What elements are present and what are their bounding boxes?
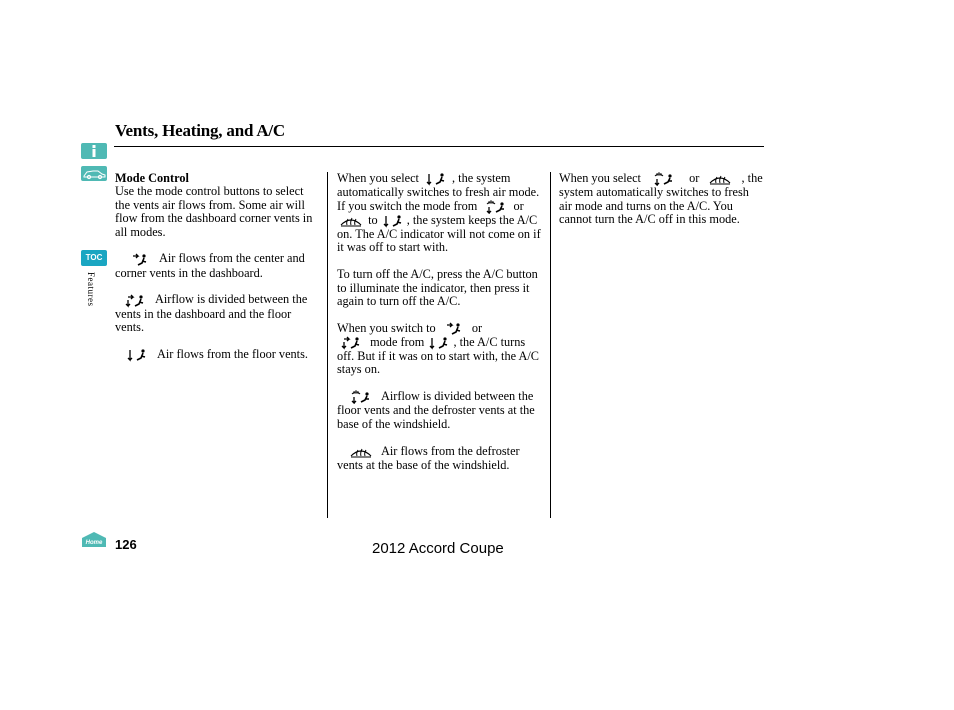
footer-model: 2012 Accord Coupe xyxy=(372,540,504,557)
column-1 xyxy=(115,172,320,362)
title-rule xyxy=(114,146,764,147)
page-title: Vents, Heating, and A/C xyxy=(115,121,285,140)
vehicle-button[interactable] xyxy=(81,166,107,181)
home-icon xyxy=(81,531,107,548)
column-2 xyxy=(337,172,542,472)
section-heading: Mode Control xyxy=(115,171,189,185)
ac-on-text: When you select or , the system automatically switches to fresh air mode and turns on the A/C. You cannot turn the A/C off in this mode. xyxy=(559,171,763,226)
car-icon xyxy=(81,166,107,181)
floor-vent-mode-icon xyxy=(426,172,448,186)
dashboard-vent-mode-icon xyxy=(445,322,463,336)
floor-vent-mode-icon xyxy=(127,348,149,362)
floor-vent-mode-icon xyxy=(383,214,405,228)
floor-vent-mode-icon xyxy=(429,336,451,350)
bilevel-vent-mode-icon xyxy=(341,336,363,350)
dash-mode-text: Air flows from the center and corner vents in the dashboard. xyxy=(115,251,305,280)
page-number: 126 xyxy=(115,537,137,552)
ac-switch-text: When you switch to or mode from , the A/C turns off. But if it was on to start with, the A/C stays on. xyxy=(337,320,539,377)
home-button[interactable] xyxy=(81,531,107,548)
floor-defrost-mode-icon xyxy=(654,172,676,186)
column-3 xyxy=(559,172,764,226)
fresh-air-text: When you select , the system automatically switches to fresh air mode. If you switch the mode from or to , the system keeps the A/C on. The A/C indicator will not come on if it was off to start with. xyxy=(337,171,541,255)
floor-defrost-mode-icon xyxy=(486,200,508,214)
bilevel-mode-text: Airflow is divided between the vents in the dashboard and the floor vents. xyxy=(115,292,308,334)
defrost-mode-icon xyxy=(349,445,373,459)
intro-text: Use the mode control buttons to select the vents air flows from. Some air will flow from the dashboard corner vents in all modes. xyxy=(115,184,313,239)
column-divider xyxy=(550,172,551,518)
dashboard-vent-mode-icon xyxy=(131,253,149,267)
info-icon xyxy=(81,143,107,159)
defrost-mode-icon xyxy=(708,172,732,186)
defrost-mode-text: Air flows from the defroster vents at the base of the windshield. xyxy=(337,443,520,472)
floor-defrost-mode-icon xyxy=(351,390,373,404)
ac-off-text: To turn off the A/C, press the A/C button to illuminate the indicator, then press it again to turn off the A/C. xyxy=(337,267,538,308)
toc-button[interactable]: TOC xyxy=(81,250,107,266)
column-divider xyxy=(327,172,328,518)
svg-text:Home: Home xyxy=(85,540,103,546)
section-label: Features xyxy=(86,272,96,307)
info-button[interactable] xyxy=(81,143,107,159)
defrost-mode-icon xyxy=(339,214,363,228)
bilevel-vent-mode-icon xyxy=(125,294,147,308)
floor-mode-text: Air flows from the floor vents. xyxy=(115,348,320,362)
floor-defrost-mode-text: Airflow is divided between the floor vents and the defroster vents at the base of the windshield. xyxy=(337,389,535,431)
